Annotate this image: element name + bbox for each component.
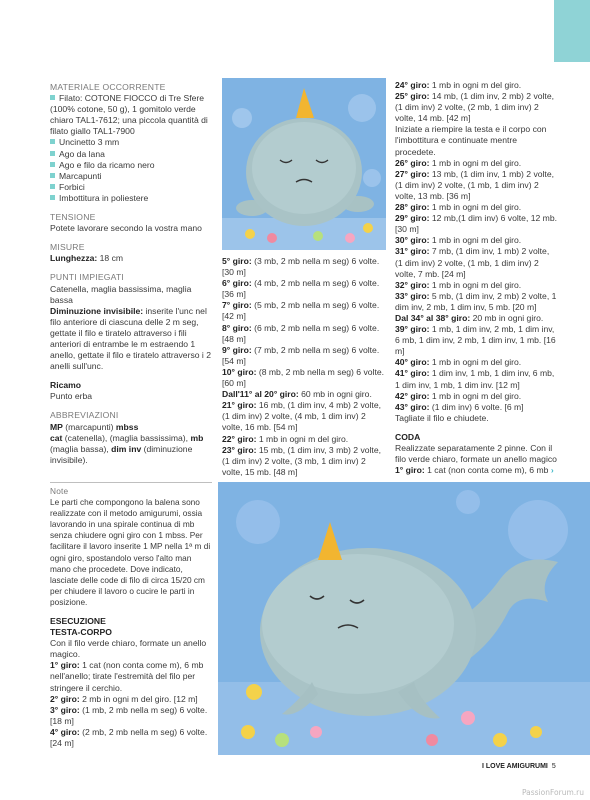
execution-subtitle: TESTA-CORPO xyxy=(50,627,112,638)
bullet-square-icon xyxy=(50,151,55,156)
round-row: 23° giro: 15 mb, (1 dim inv, 3 mb) 2 volte, (1 dim inv) 2 volte, (3 mb, 1 dim inv) 2 volte, 15 mb. [48 m] xyxy=(222,444,381,477)
continue-arrow-icon: › xyxy=(550,465,554,476)
whale-side-illustration xyxy=(218,482,590,755)
bullet-square-icon xyxy=(50,195,55,200)
materials-item: Imbottitura in poliestere xyxy=(50,193,212,204)
round-row: 32° giro: 1 mb in ogni m del giro. xyxy=(395,279,522,290)
page-corner-tab xyxy=(554,0,590,62)
materials-item: Ago e filo da ricamo nero xyxy=(50,160,212,171)
coda-title: CODA xyxy=(395,431,421,442)
whale-side-photo xyxy=(218,482,590,755)
page-number: 5 xyxy=(551,763,556,770)
round-row: 29° giro: 12 mb,(1 dim inv) 6 volte, 12 mb. [30 m] xyxy=(395,213,558,235)
materials-list xyxy=(50,93,212,204)
stitches-text: Catenella, maglia bassissima, maglia bassa xyxy=(50,283,192,305)
round-row: 7° giro: (5 mb, 2 mb nella m seg) 6 volte. [42 m] xyxy=(222,300,380,322)
materials-title: MATERIALE OCCORRENTE xyxy=(50,82,166,92)
abbrev-title: ABBREVIAZIONI xyxy=(50,410,119,421)
stuffing-note: Iniziate a riempire la testa e il corpo con l'imbottitura e continuate mentre procedete. xyxy=(395,124,547,157)
round-row: 3° giro: (1 mb, 2 mb nella m seg) 6 volte. [18 m] xyxy=(50,704,208,726)
round-row: 27° giro: 13 mb, (1 dim inv, 1 mb) 2 volte, (1 dim inv) 2 volte, (1 mb, 1 dim inv) 2 volte, 13 mb. [36 m] xyxy=(395,168,554,201)
tension-text: Potete lavorare secondo la vostra mano xyxy=(50,223,202,234)
round-row: 25° giro: 14 mb, (1 dim inv, 2 mb) 2 volte, (1 dim inv) 2 volte, (2 mb, 1 dim inv) 2 volte, 14 mb. [42 m] xyxy=(395,91,554,124)
execution-title: ESECUZIONE xyxy=(50,616,106,626)
round-row: 22° giro: 1 mb in ogni m del giro. xyxy=(222,433,349,444)
round-row: 43° giro: (1 dim inv) 6 volte. [6 m] xyxy=(395,401,524,412)
round-row: 9° giro: (7 mb, 2 mb nella m seg) 6 volte. [54 m] xyxy=(222,344,380,366)
embroidery-text: Punto erba xyxy=(50,391,93,402)
round-row: 5° giro: (3 mb, 2 mb nella m seg) 6 volte. [30 m] xyxy=(222,256,380,278)
notes-title: Note xyxy=(50,486,69,496)
round-row: 1° giro: 1 cat (non conta come m), 6 mb nell'anello; tirate l'estremità del filo per stringere il cerchio. xyxy=(50,660,204,693)
round-row: 28° giro: 1 mb in ogni m del giro. xyxy=(395,202,522,213)
magazine-name: I LOVE AMIGURUMI xyxy=(482,763,548,770)
notes-text: Le parti che compongono la balena sono realizzate con il metodo amigurumi, ossia lavorando in una spirale continua di mb senza chiudere ogni giro con 1 mbss. Per facilitare il lavoro inserite 1 MP nella 1ª m di ogni giro, spostandolo verso l'alto man mano che procedete. Dove indicato, lasciate delle code di filo di circa 15/20 cm per chiudere il lavoro o cucire le parti in posizione. xyxy=(50,497,211,607)
execution-block xyxy=(50,616,212,749)
round-row: 41° giro: 1 dim inv, 1 mb, 1 dim inv, 6 mb, 1 dim inv, 1 mb, 1 dim inv. [12 m] xyxy=(395,368,555,390)
whale-front-photo xyxy=(222,78,386,250)
round-row: 39° giro: 1 mb, 1 dim inv, 2 mb, 1 dim inv, 6 mb, 1 dim inv, 2 mb, 1 dim inv, 1 mb. [16 m] xyxy=(395,324,556,357)
coda-text: Realizzate separatamente 2 pinne. Con il filo verde chiaro, formate un anello magico xyxy=(395,443,557,465)
tension-title: TENSIONE xyxy=(50,212,96,223)
materials-item: Forbici xyxy=(50,182,212,193)
round-row: 2° giro: 2 mb in ogni m del giro. [12 m] xyxy=(50,693,198,704)
round-row: 8° giro: (6 mb, 2 mb nella m seg) 6 volte. [48 m] xyxy=(222,322,380,344)
round-row: 30° giro: 1 mb in ogni m del giro. xyxy=(395,235,522,246)
embroidery-title: Ricamo xyxy=(50,380,82,391)
invisible-decrease-text: Diminuzione invisibile: inserite l'unc nel filo anteriore di ciascuna delle 2 m seg, gettate il filo e tiratelo attraverso i fili anteriori di entrambe le m estraendo 1 anello, gettate il filo e tiratelo attraverso i 2 anelli sull'unc. xyxy=(50,305,211,372)
materials-item: Filato: COTONE FIOCCO di Tre Sfere (100% cotone, 50 g), 1 gomitolo verde chiaro TAL1-7612; una piccola quantità di filato giallo TAL1-7900 xyxy=(50,93,208,137)
materials-item: Marcapunti xyxy=(50,171,212,182)
stitches-title: PUNTI IMPIEGATI xyxy=(50,272,124,283)
measures-title: MISURE xyxy=(50,242,85,253)
round-row: 24° giro: 1 mb in ogni m del giro. xyxy=(395,80,522,90)
whale-front-illustration xyxy=(222,78,386,250)
round-row: 21° giro: 16 mb, (1 dim inv, 4 mb) 2 volte, (1 dim inv) 2 volte, (4 mb, 1 dim inv) 2 volte, 16 mb. [54 m] xyxy=(222,400,381,433)
execution-intro: Con il filo verde chiaro, formate un anello magico. xyxy=(50,638,207,660)
round-row: 10° giro: (8 mb, 2 mb nella m seg) 6 volte. [60 m] xyxy=(222,366,385,389)
round-row: 1° giro: 1 cat (non conta come m), 6 mb › xyxy=(395,465,554,476)
round-row: 42° giro: 1 mb in ogni m del giro. xyxy=(395,390,522,401)
notes-block xyxy=(50,486,212,608)
divider xyxy=(50,482,212,483)
materials-column xyxy=(50,82,212,466)
round-row: 26° giro: 1 mb in ogni m del giro. xyxy=(395,157,522,168)
round-row: 33° giro: 5 mb, (1 dim inv, 2 mb) 2 volte, 1 dim inv, 2 mb, 1 dim inv, 5 mb. [20 m] xyxy=(395,290,557,312)
measures-line: Lunghezza: 18 cm xyxy=(50,253,124,264)
materials-item: Ago da lana xyxy=(50,149,212,160)
bullet-square-icon xyxy=(50,173,55,178)
round-row: 31° giro: 7 mb, (1 dim inv, 1 mb) 2 volte, (1 dim inv) 2 volte, (1 mb, 1 dim inv) 2 volte, 7 mb. [24 m] xyxy=(395,246,550,279)
bullet-square-icon xyxy=(50,95,55,100)
materials-item: Uncinetto 3 mm xyxy=(50,137,212,148)
rounds-column-2 xyxy=(222,256,385,478)
round-row: 6° giro: (4 mb, 2 mb nella m seg) 6 volte. [36 m] xyxy=(222,278,380,300)
round-row: Dall'11° al 20° giro: 60 mb in ogni giro. xyxy=(222,389,372,400)
finish-note: Tagliate il filo e chiudete. xyxy=(395,412,489,423)
bullet-square-icon xyxy=(50,184,55,189)
bullet-square-icon xyxy=(50,162,55,167)
page-footer xyxy=(482,763,556,770)
round-row: 40° giro: 1 mb in ogni m del giro. xyxy=(395,357,522,368)
rounds-column-3 xyxy=(395,80,559,476)
watermark: PassionForum.ru xyxy=(521,788,584,797)
bullet-square-icon xyxy=(50,139,55,144)
abbrev-text: MP (marcapunti) mbss cat (catenella), (maglia bassissima), mb (maglia bassa), dim inv (diminuzione invisibile). xyxy=(50,421,204,465)
round-row: 4° giro: (2 mb, 2 mb nella m seg) 6 volte. [24 m] xyxy=(50,726,208,749)
round-row: Dal 34° al 38° giro: 20 mb in ogni giro. xyxy=(395,312,544,323)
